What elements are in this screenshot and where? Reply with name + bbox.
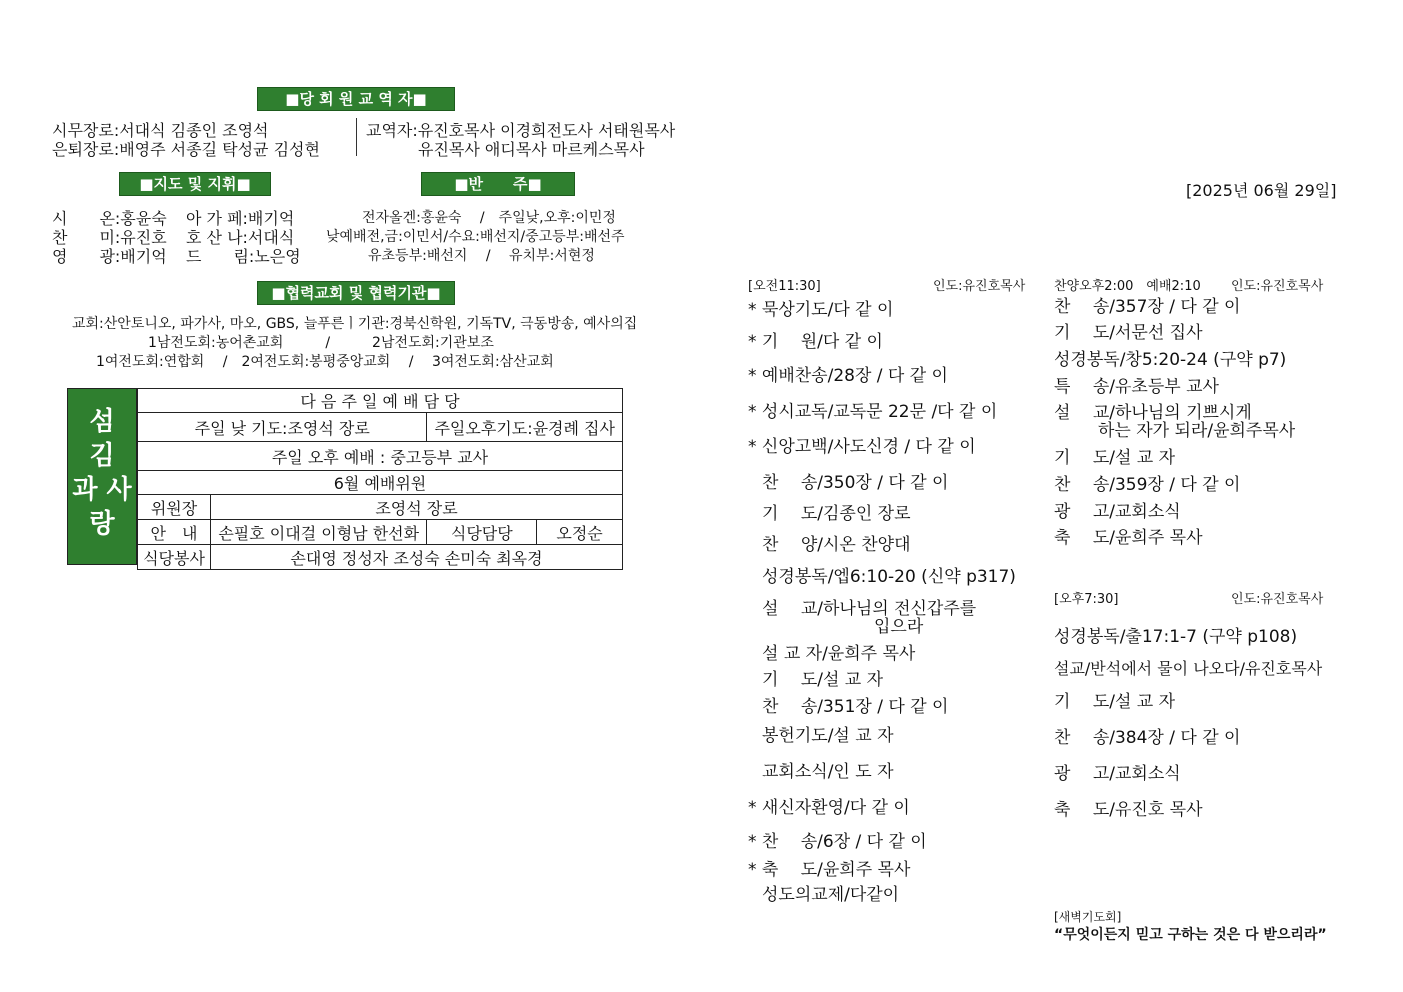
leader-row-5: 호 산 나:서대식 xyxy=(186,228,295,247)
elders-active: 시무장로:서대식 김종인 조영석 xyxy=(52,121,269,140)
afternoon-prayer: 주일오후기도:윤경례 집사 xyxy=(427,413,623,442)
morning-item-2: * 기 원/다 같 이 xyxy=(748,332,883,352)
partners-line-3: 1여전도회:연합회 / 2여전도회:봉평중앙교회 / 3여전도회:삼산교회 xyxy=(96,354,554,370)
evening-item-6: 축 도/유진호 목사 xyxy=(1054,800,1203,820)
committee-title: 6월 예배위원 xyxy=(138,471,623,495)
kitchen-service-value: 손대영 정성자 조성숙 손미숙 최옥경 xyxy=(211,545,623,570)
morning-item-14: 찬 송/351장 / 다 같 이 xyxy=(762,697,949,717)
evening-item-2: 설교/반석에서 물이 나오다/유진호목사 xyxy=(1054,659,1323,678)
afternoon-item-4: 특 송/유초등부 교사 xyxy=(1054,377,1219,397)
leader-row-2: 찬 미:유진호 xyxy=(52,228,167,247)
morning-leader: 인도:유진호목사 xyxy=(933,279,1026,294)
afternoon-leader: 인도:유진호목사 xyxy=(1231,279,1324,294)
evening-time: [오후7:30] xyxy=(1054,592,1119,607)
morning-item-9: 성경봉독/엡6:10-20 (신약 p317) xyxy=(762,567,1016,587)
kitchen-label: 식당담당 xyxy=(427,520,537,545)
morning-item-12: 설 교 자/윤희주 목사 xyxy=(762,644,916,664)
morning-item-19: * 축 도/윤희주 목사 xyxy=(748,860,911,880)
elders-retired: 은퇴장로:배영주 서종길 탁성균 김성현 xyxy=(52,140,320,159)
morning-item-4: * 성시교독/교독문 22문 /다 같 이 xyxy=(748,402,998,422)
evening-item-4: 찬 송/384장 / 다 같 이 xyxy=(1054,728,1241,748)
morning-item-15: 봉헌기도/설 교 자 xyxy=(762,726,894,746)
side-char-3: 과 사 xyxy=(72,475,132,505)
afternoon-item-9: 광 고/교회소식 xyxy=(1054,502,1181,522)
leaders-header: ■지도 및 지휘■ xyxy=(119,172,271,196)
side-char-1: 섬 xyxy=(89,407,115,437)
morning-item-5: * 신앙고백/사도신경 / 다 같 이 xyxy=(748,437,976,457)
afternoon-item-1: 찬 송/357장 / 다 같 이 xyxy=(1054,297,1241,317)
evening-item-1: 성경봉독/출17:1-7 (구약 p108) xyxy=(1054,627,1298,647)
morning-item-18: * 찬 송/6장 / 다 같 이 xyxy=(748,832,927,852)
side-char-2: 김 xyxy=(89,441,115,471)
afternoon-item-10: 축 도/윤희주 목사 xyxy=(1054,528,1203,548)
morning-item-8: 찬 양/시온 찬양대 xyxy=(762,535,911,555)
partners-line-1: 교회:산안토니오, 파가사, 마오, GBS, 늘푸른ㅣ기관:경북신학원, 기독TV, 극동방송, 예사의집 xyxy=(72,316,638,332)
morning-item-13: 기 도/설 교 자 xyxy=(762,670,884,690)
guide-label: 안 내 xyxy=(138,520,211,545)
kitchen-service-label: 식당봉사 xyxy=(138,545,211,570)
council-header: ■당 회 원 교 역 자■ xyxy=(257,87,455,111)
leader-row-3: 영 광:배기억 xyxy=(52,247,167,266)
leader-row-1: 시 온:홍윤숙 xyxy=(52,209,167,228)
afternoon-item-6: 하는 자가 되라/윤희주목사 xyxy=(1098,421,1296,441)
dawn-label: [새벽기도회] xyxy=(1054,910,1122,924)
side-char-4: 랑 xyxy=(89,509,115,539)
side-banner xyxy=(67,388,137,565)
duty-table xyxy=(137,388,623,570)
chair-label: 위원장 xyxy=(138,495,211,520)
morning-item-11: 입으라 xyxy=(874,617,924,637)
morning-item-16: 교회소식/인 도 자 xyxy=(762,762,894,782)
afternoon-time: 찬양오후2:00 예배2:10 xyxy=(1054,279,1201,294)
afternoon-item-5: 설 교/하나님의 기쁘시게 xyxy=(1054,403,1252,423)
morning-prayer: 주일 낮 기도:조영석 장로 xyxy=(138,413,427,442)
afternoon-item-3: 성경봉독/창5:20-24 (구약 p7) xyxy=(1054,350,1287,370)
partners-line-2: 1남전도회:농어촌교회 / 2남전도회:기관보조 xyxy=(148,335,494,351)
ministers-line-1: 교역자:유진호목사 이경희전도사 서태원목사 xyxy=(366,121,676,140)
ministers-line-2: 유진목사 애디목사 마르케스목사 xyxy=(418,140,645,159)
bulletin-date: [2025년 06월 29일] xyxy=(1186,181,1337,200)
morning-item-10: 설 교/하나님의 전신갑주를 xyxy=(762,599,977,619)
accompanists-header: ■반 주■ xyxy=(421,172,575,196)
dawn-verse: “무엇이든지 믿고 구하는 것은 다 받으리라” xyxy=(1054,927,1327,943)
accompanist-row-3: 유초등부:배선지 / 유치부:서현정 xyxy=(368,248,595,264)
morning-item-20: 성도의교제/다같이 xyxy=(762,885,900,905)
partners-header: ■협력교회 및 협력기관■ xyxy=(257,281,455,305)
leader-row-6: 드 림:노은영 xyxy=(186,247,301,266)
morning-item-7: 기 도/김종인 장로 xyxy=(762,504,911,524)
evening-leader: 인도:유진호목사 xyxy=(1231,592,1324,607)
morning-time: [오전11:30] xyxy=(748,279,821,294)
morning-item-17: * 새신자환영/다 같 이 xyxy=(748,798,910,818)
afternoon-service: 주일 오후 예배 : 중고등부 교사 xyxy=(138,442,623,471)
leader-row-4: 아 가 페:배기억 xyxy=(186,209,295,228)
duty-title: 다 음 주 일 예 배 담 당 xyxy=(138,389,623,413)
evening-item-3: 기 도/설 교 자 xyxy=(1054,692,1176,712)
morning-item-3: * 예배찬송/28장 / 다 같 이 xyxy=(748,366,948,386)
kitchen-value: 오정순 xyxy=(537,520,623,545)
morning-item-6: 찬 송/350장 / 다 같 이 xyxy=(762,473,949,493)
afternoon-item-7: 기 도/설 교 자 xyxy=(1054,448,1176,468)
morning-item-1: * 묵상기도/다 같 이 xyxy=(748,300,894,320)
afternoon-item-8: 찬 송/359장 / 다 같 이 xyxy=(1054,475,1241,495)
afternoon-item-2: 기 도/서문선 집사 xyxy=(1054,323,1203,343)
guide-value: 손필호 이대걸 이형남 한선화 xyxy=(211,520,427,545)
council-divider xyxy=(356,118,357,156)
accompanist-row-1: 전자올겐:홍윤숙 / 주일낮,오후:이민정 xyxy=(362,210,616,226)
evening-item-5: 광 고/교회소식 xyxy=(1054,764,1181,784)
chair-value: 조영석 장로 xyxy=(211,495,623,520)
accompanist-row-2: 낮예배전,금:이민서/수요:배선지/중고등부:배선주 xyxy=(326,229,625,245)
